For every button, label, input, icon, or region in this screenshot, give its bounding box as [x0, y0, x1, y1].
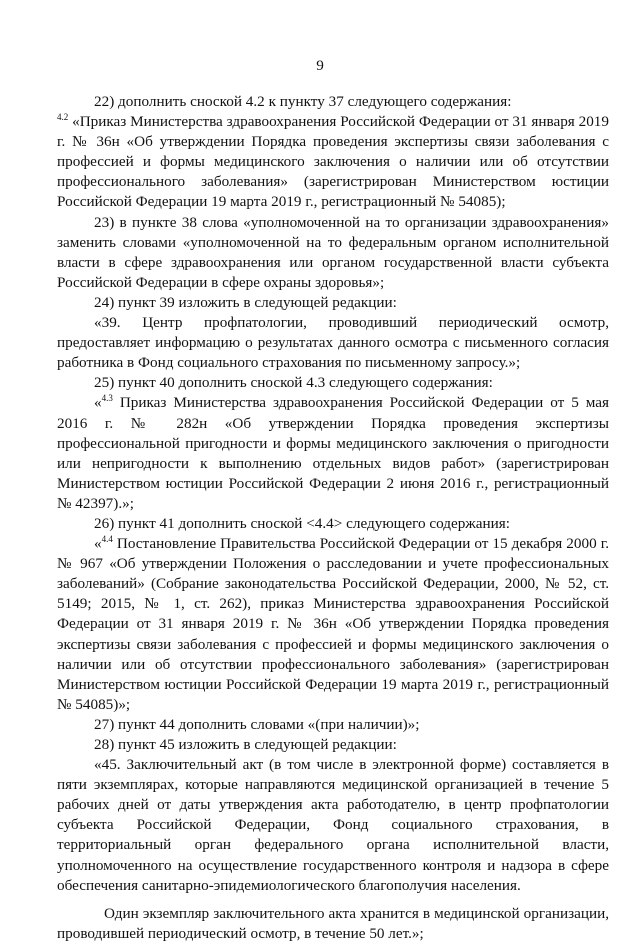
footnote-text: Приказ Министерства здравоохранения Российской Федерации от 5 мая 2016 г. № 282н «Об утверждении Порядка проведения экспертизы профессиональной пригодности и формы медицинского заключения о пригодности или непригодности к выполнению отдельных видов работ» (зарегистрирован Министерством юстиции Российской Федерации 2 июня 2016 г., регистрационный № 42397).»; [57, 394, 609, 512]
quoted-item-45: «45. Заключительный акт (в том числе в электронной форме) составляется в пяти экземплярах, которые направляются медицинской организацией в течение 5 рабочих дней от даты утверждения акта работодателю, в центр профпатологии субъекта Российской Федерации, Фонд социального страхования, в территориальный орган федерального органа исполнительной власти, уполномоченного на осуществление государственного контроля и надзора в сфере обеспечения санитарно-эпидемиологического благополучия населения. [57, 756, 609, 894]
footnote-text: Постановление Правительства Российской Федерации от 15 декабря 2000 г. № 967 «Об утверждении Положения о расследовании и учете профессиональных заболеваний» (Собрание законодательства Российской Федерации, 2000, № 52, ст. 5149; 2015, № 1, ст. 262), приказ Министерства здравоохранения Российской Федерации от 31 января 2019 г. № 36н «Об утверждении Порядка проведения экспертизы связи заболевания с профессией и формы медицинского заключения о наличии или об отсутствии профессионального заболевания» (зарегистрирован Министерством юстиции Российской Федерации 19 марта 2019 г., регистрационный № 54085)»; [57, 535, 609, 713]
item-26: 26) пункт 41 дополнить сноской <4.4> следующего содержания: [94, 514, 511, 532]
page-number: 9 [316, 57, 324, 74]
document-body [57, 92, 609, 944]
item-28: 28) пункт 45 изложить в следующей редакции: [94, 736, 397, 753]
footnote-mark: 4.2 [57, 112, 69, 123]
item-23: 23) в пункте 38 слова «уполномоченной на то организации здравоохранения» заменить словами «уполномоченной на то федеральным органом исполнительной власти в сфере здравоохранения или органом государственной власти субъекта Российской Федерации в сфере охраны здоровья»; [57, 213, 609, 291]
footnote-prefix: « [94, 535, 102, 553]
footnote-4-3 [57, 393, 609, 514]
paragraph-gap [57, 896, 609, 904]
quoted-item-45-continued: Один экземпляр заключительного акта хранится в медицинской организации, проводившей периодический осмотр, в течение 50 лет.»; [57, 904, 609, 942]
footnote-prefix: « [94, 394, 102, 412]
item-27: 27) пункт 44 дополнить словами «(при наличии)»; [94, 715, 420, 733]
quoted-item-39: «39. Центр профпатологии, проводивший периодический осмотр, предоставляет информацию о результатах данного осмотра с письменного согласия работника в Фонд социального страхования по письменному запросу.»; [57, 314, 609, 372]
footnote-mark: 4.3 [101, 393, 113, 404]
footnote-mark: 4.4 [101, 534, 113, 545]
footnote-4-2 [57, 112, 609, 212]
item-22: 22) дополнить сноской 4.2 к пункту 37 следующего содержания: [94, 93, 512, 110]
footnote-text: «Приказ Министерства здравоохранения Российской Федерации от 31 января 2019 г. № 36н «Об утверждении Порядка проведения экспертизы связи заболевания с профессией и формы медицинского заключения о наличии или об отсутствии профессионального заболевания» (зарегистрирован Министерством юстиции Российской Федерации 19 марта 2019 г., регистрационный № 54085); [57, 113, 609, 211]
item-25: 25) пункт 40 дополнить сноской 4.3 следующего содержания: [94, 374, 493, 392]
item-24: 24) пункт 39 изложить в следующей редакции: [94, 293, 397, 311]
footnote-4-4 [57, 534, 609, 715]
